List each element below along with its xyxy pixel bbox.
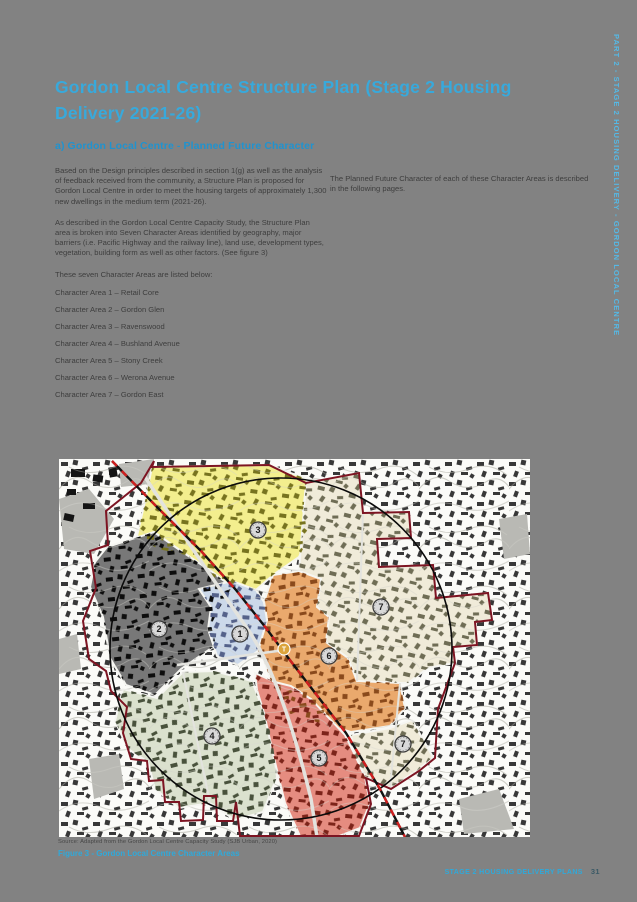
svg-text:7: 7 — [400, 739, 406, 750]
character-area-list-item: Character Area 3 – Ravenswood — [55, 321, 165, 331]
character-area-list-item: Character Area 5 – Stony Creek — [55, 355, 163, 365]
body-paragraph-3: The Planned Future Character of each of these Character Areas is described in the following pages. — [330, 173, 589, 193]
page-title: Gordon Local Centre Structure Plan (Stage 2 Housing Delivery 2021-26) — [55, 77, 512, 123]
svg-text:1: 1 — [237, 629, 243, 640]
area-badge-stony-creek — [311, 750, 327, 766]
character-area-list-item: Character Area 2 – Gordon Glen — [55, 304, 165, 314]
character-area-list-item: Character Area 6 – Werona Avenue — [55, 372, 175, 382]
svg-text:4: 4 — [209, 731, 215, 742]
area-badge-gordon-east-south — [395, 736, 411, 752]
svg-text:5: 5 — [316, 753, 322, 764]
section-subheading: a) Gordon Local Centre - Planned Future Character — [55, 140, 315, 152]
body-paragraph-1: Based on the Design principles described in section 1(g) as well as the analysis of feedback received from the community, a Structure Plan is proposed for Gordon Local Centre in order to meet the housing targets of approximately 1,300 new dwellings in the medium term (2021-26). — [55, 166, 327, 206]
character-areas-map-svg — [59, 459, 530, 837]
svg-text:7: 7 — [378, 602, 384, 613]
area-badge-ravenswood — [250, 522, 266, 538]
svg-text:T: T — [281, 646, 287, 654]
character-area-list-item: Character Area 4 – Bushland Avenue — [55, 338, 180, 348]
area-badge-gordon-glen — [151, 621, 167, 637]
character-area-list-item: Character Area 7 – Gordon East — [55, 389, 164, 399]
character-area-list-item: Character Area 1 – Retail Core — [55, 287, 159, 297]
sidebar-vertical-text: PART 2 - STAGE 2 HOUSING DELIVERY - GORDON LOCAL CENTRE — [612, 34, 621, 337]
figure-3-map — [59, 459, 530, 837]
left-column — [55, 166, 327, 407]
character-areas-list-intro: These seven Character Areas are listed below: — [55, 269, 213, 279]
area-badge-werona-avenue — [321, 648, 337, 664]
area-badge-gordon-east-north — [373, 599, 389, 615]
contour-overlay — [59, 459, 530, 837]
svg-text:3: 3 — [255, 525, 261, 536]
area-badge-retail-core — [232, 626, 248, 642]
area-badge-bushland-avenue — [204, 728, 220, 744]
page-footer — [445, 867, 600, 876]
train-station-icon — [278, 643, 290, 655]
right-column — [330, 166, 592, 202]
svg-text:6: 6 — [326, 651, 332, 662]
map-source-attribution: Source: Adapted from the Gordon Local Centre Capacity Study (SJB Urban, 2020) — [58, 839, 278, 845]
body-paragraph-2: As described in the Gordon Local Centre Capacity Study, the Structure Plan area is broken into Seven Character Areas identified by geography, major barriers (i.e. Pacific Highway and the railway line), land use, development types, vegetation, building form as well as other factors. (See figure 3) — [55, 217, 324, 258]
figure-caption: Figure 3 - Gordon Local Centre Character Areas — [58, 849, 240, 858]
footer-section-label: STAGE 2 HOUSING DELIVERY PLANS — [444, 869, 583, 876]
page-number: 31 — [590, 867, 600, 876]
svg-text:2: 2 — [156, 624, 162, 635]
